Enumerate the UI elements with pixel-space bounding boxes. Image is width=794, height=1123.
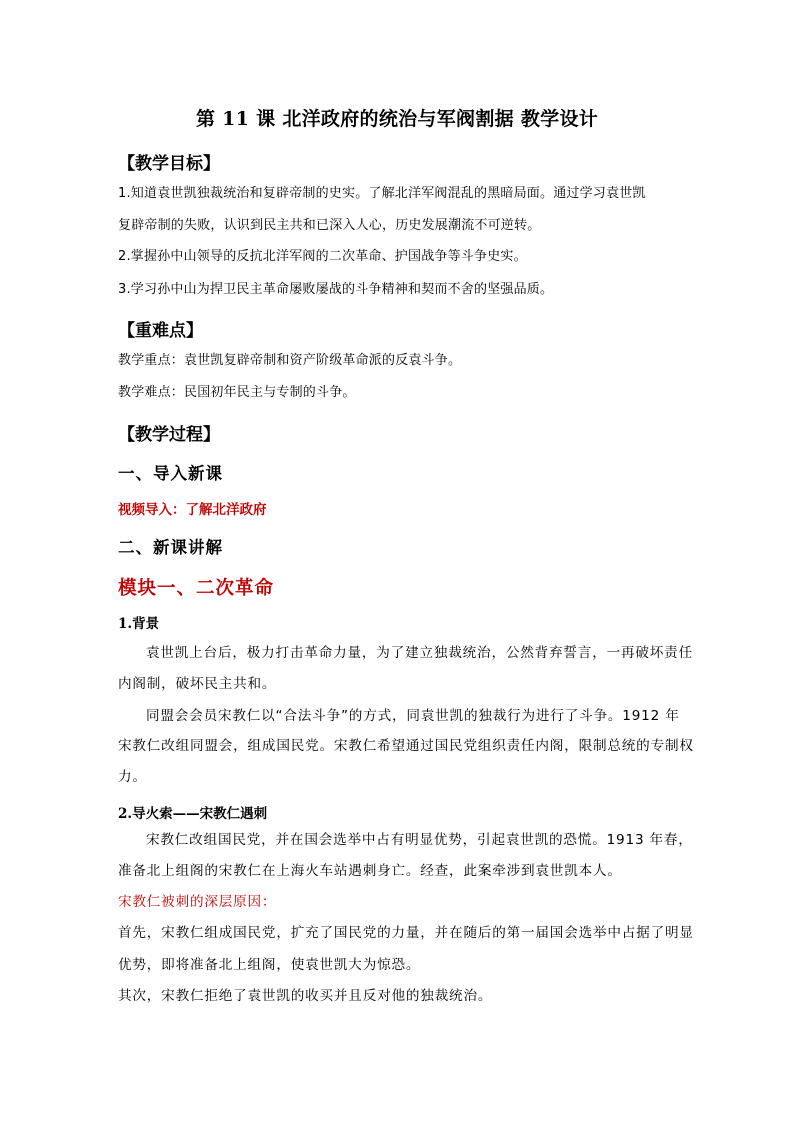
objective-line-1: 1.知道袁世凯独裁统治和复辟帝制的史实。了解北洋军阀混乱的黑暗局面。通过学习袁世凯 bbox=[118, 186, 646, 201]
background-heading: 1.背景 bbox=[118, 616, 160, 632]
background-p2-line-1: 同盟会会员宋教仁以“合法斗争”的方式，同袁世凯的独裁行为进行了斗争。1912 年 bbox=[146, 708, 680, 724]
background-p2-line-3: 力。 bbox=[118, 769, 147, 785]
fuse-p1-line-1: 宋教仁改组国民党，并在国会选举中占有明显优势，引起袁世凯的恐慌。1913 年春， bbox=[146, 832, 693, 848]
key-points-heading: 【重难点】 bbox=[118, 321, 203, 341]
objectives-heading: 【教学目标】 bbox=[118, 154, 220, 174]
reason2: 其次，宋教仁拒绝了袁世凯的收买并且反对他的独裁统治。 bbox=[118, 988, 493, 1004]
document-title: 第 11 课 北洋政府的统治与军阀割据 教学设计 bbox=[195, 108, 599, 130]
objective-line-3: 2.掌握孙中山领导的反抗北洋军阀的二次革命、护国战争等斗争史实。 bbox=[118, 249, 527, 264]
background-p1-line-2: 内阁制，破坏民主共和。 bbox=[118, 676, 277, 692]
reason1-line-2: 优势，即将准备北上组阁，使袁世凯大为惊恐。 bbox=[118, 957, 421, 973]
teaching-difficulty: 教学难点：民国初年民主与专制的斗争。 bbox=[118, 385, 356, 400]
background-p1-line-1: 袁世凯上台后，极力打击革命力量，为了建立独裁统治，公然背弃誓言，一再破坏责任 bbox=[146, 645, 693, 661]
objective-line-4: 3.学习孙中山为捍卫民主革命屡败屡战的斗争精神和契而不舍的坚强品质。 bbox=[118, 282, 554, 297]
deep-reason-label: 宋教仁被刺的深层原因： bbox=[118, 894, 277, 910]
part2-heading: 二、新课讲解 bbox=[118, 538, 223, 557]
fuse-heading: 2.导火索——宋教仁遇刺 bbox=[118, 806, 268, 822]
process-heading: 【教学过程】 bbox=[118, 425, 220, 445]
background-p2-line-2: 宋教仁改组同盟会，组成国民党。宋教仁希望通过国民党组织责任内阁，限制总统的专制权 bbox=[118, 738, 694, 754]
reason1-line-1: 首先，宋教仁组成国民党，扩充了国民党的力量，并在随后的第一届国会选举中占据了明显 bbox=[118, 925, 694, 941]
teaching-focus: 教学重点：袁世凯复辟帝制和资产阶级革命派的反袁斗争。 bbox=[118, 353, 462, 368]
objective-line-2: 复辟帝制的失败，认识到民主共和已深入人心，历史发展潮流不可逆转。 bbox=[118, 218, 541, 233]
part1-heading: 一、导入新课 bbox=[118, 464, 223, 483]
fuse-p1-line-2: 准备北上组阁的宋教仁在上海火车站遇刺身亡。经查，此案牵涉到袁世凯本人。 bbox=[118, 863, 622, 879]
module1-heading: 模块一、二次革命 bbox=[118, 578, 275, 599]
video-intro: 视频导入：了解北洋政府 bbox=[118, 502, 267, 518]
